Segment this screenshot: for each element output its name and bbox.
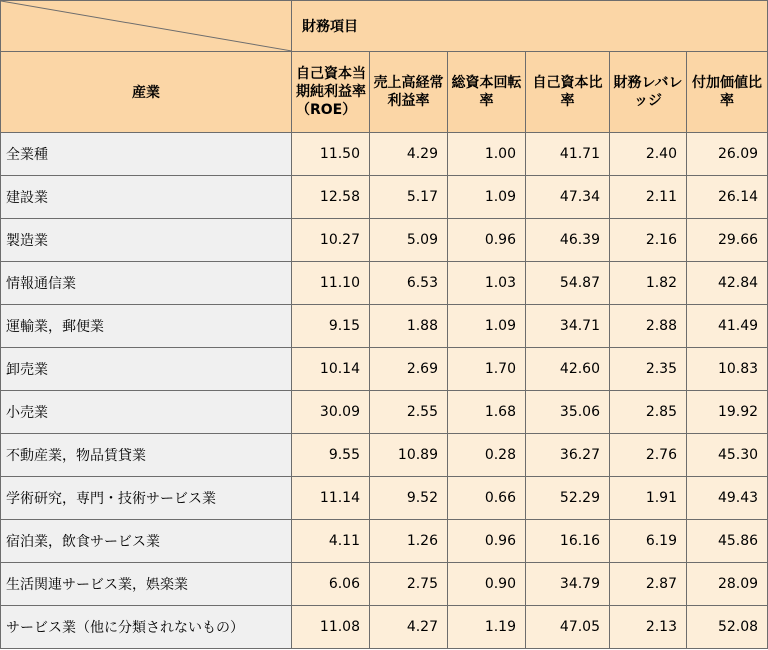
value-cell: 5.17 [370,176,448,219]
table-row [1,176,768,219]
value-cell: 0.66 [448,477,526,520]
value-cell: 11.14 [292,477,370,520]
value-cell: 42.84 [687,262,768,305]
value-cell: 42.60 [526,348,610,391]
value-cell: 49.43 [687,477,768,520]
value-cell: 12.58 [292,176,370,219]
value-cell: 28.09 [687,563,768,606]
value-cell: 1.68 [448,391,526,434]
industry-name: 小売業 [1,391,292,434]
value-cell: 10.14 [292,348,370,391]
industry-name: 学術研究，専門・技術サービス業 [1,477,292,520]
value-cell: 11.10 [292,262,370,305]
value-cell: 9.55 [292,434,370,477]
value-cell: 11.50 [292,133,370,176]
value-cell: 2.11 [610,176,687,219]
table-row [1,219,768,262]
value-cell: 47.05 [526,606,610,649]
industry-name: 卸売業 [1,348,292,391]
value-cell: 2.13 [610,606,687,649]
value-cell: 47.34 [526,176,610,219]
industry-name: 不動産業，物品賃貸業 [1,434,292,477]
table-row [1,477,768,520]
row-header-sector: 産業 [1,52,292,133]
value-cell: 29.66 [687,219,768,262]
value-cell: 45.86 [687,520,768,563]
value-cell: 2.76 [610,434,687,477]
table-row [1,305,768,348]
value-cell: 26.14 [687,176,768,219]
industry-name: 情報通信業 [1,262,292,305]
value-cell: 41.49 [687,305,768,348]
header-row-top [1,1,768,52]
value-cell: 2.35 [610,348,687,391]
value-cell: 34.71 [526,305,610,348]
value-cell: 6.06 [292,563,370,606]
corner-cell [1,1,292,52]
value-cell: 1.00 [448,133,526,176]
diagonal-divider [1,1,292,51]
column-header-ordinary-profit-ratio: 売上高経常利益率 [370,52,448,133]
category-header: 財務項目 [292,1,768,52]
value-cell: 26.09 [687,133,768,176]
value-cell: 4.27 [370,606,448,649]
value-cell: 2.87 [610,563,687,606]
industry-name: サービス業（他に分類されないもの） [1,606,292,649]
value-cell: 11.08 [292,606,370,649]
value-cell: 52.08 [687,606,768,649]
table-row [1,262,768,305]
value-cell: 10.89 [370,434,448,477]
value-cell: 2.69 [370,348,448,391]
table-row [1,348,768,391]
column-header-financial-leverage: 財務レバレッジ [610,52,687,133]
value-cell: 41.71 [526,133,610,176]
value-cell: 5.09 [370,219,448,262]
industry-name: 建設業 [1,176,292,219]
value-cell: 10.27 [292,219,370,262]
value-cell: 52.29 [526,477,610,520]
value-cell: 4.29 [370,133,448,176]
value-cell: 0.96 [448,520,526,563]
value-cell: 10.83 [687,348,768,391]
table-row [1,434,768,477]
value-cell: 1.82 [610,262,687,305]
value-cell: 2.88 [610,305,687,348]
value-cell: 0.28 [448,434,526,477]
value-cell: 1.88 [370,305,448,348]
column-header-value-added-ratio: 付加価値比率 [687,52,768,133]
industry-name: 生活関連サービス業，娯楽業 [1,563,292,606]
value-cell: 36.27 [526,434,610,477]
industry-name: 宿泊業，飲食サービス業 [1,520,292,563]
value-cell: 9.15 [292,305,370,348]
value-cell: 35.06 [526,391,610,434]
value-cell: 19.92 [687,391,768,434]
value-cell: 0.90 [448,563,526,606]
industry-name: 全業種 [1,133,292,176]
header-row-columns [1,52,768,133]
column-header-roe: 自己資本当期純利益率（ROE） [292,52,370,133]
value-cell: 1.70 [448,348,526,391]
value-cell: 30.09 [292,391,370,434]
value-cell: 0.96 [448,219,526,262]
value-cell: 1.91 [610,477,687,520]
value-cell: 6.19 [610,520,687,563]
value-cell: 54.87 [526,262,610,305]
value-cell: 6.53 [370,262,448,305]
value-cell: 2.85 [610,391,687,434]
value-cell: 1.03 [448,262,526,305]
value-cell: 1.19 [448,606,526,649]
value-cell: 2.75 [370,563,448,606]
value-cell: 46.39 [526,219,610,262]
value-cell: 1.26 [370,520,448,563]
table-row [1,133,768,176]
table-row [1,563,768,606]
value-cell: 34.79 [526,563,610,606]
value-cell: 9.52 [370,477,448,520]
value-cell: 2.16 [610,219,687,262]
table-row [1,520,768,563]
table-row [1,606,768,649]
value-cell: 16.16 [526,520,610,563]
value-cell: 2.55 [370,391,448,434]
column-header-asset-turnover: 総資本回転率 [448,52,526,133]
value-cell: 1.09 [448,305,526,348]
industry-name: 運輸業，郵便業 [1,305,292,348]
value-cell: 2.40 [610,133,687,176]
column-header-equity-ratio: 自己資本比率 [526,52,610,133]
value-cell: 45.30 [687,434,768,477]
industry-name: 製造業 [1,219,292,262]
table-row [1,391,768,434]
value-cell: 1.09 [448,176,526,219]
value-cell: 4.11 [292,520,370,563]
